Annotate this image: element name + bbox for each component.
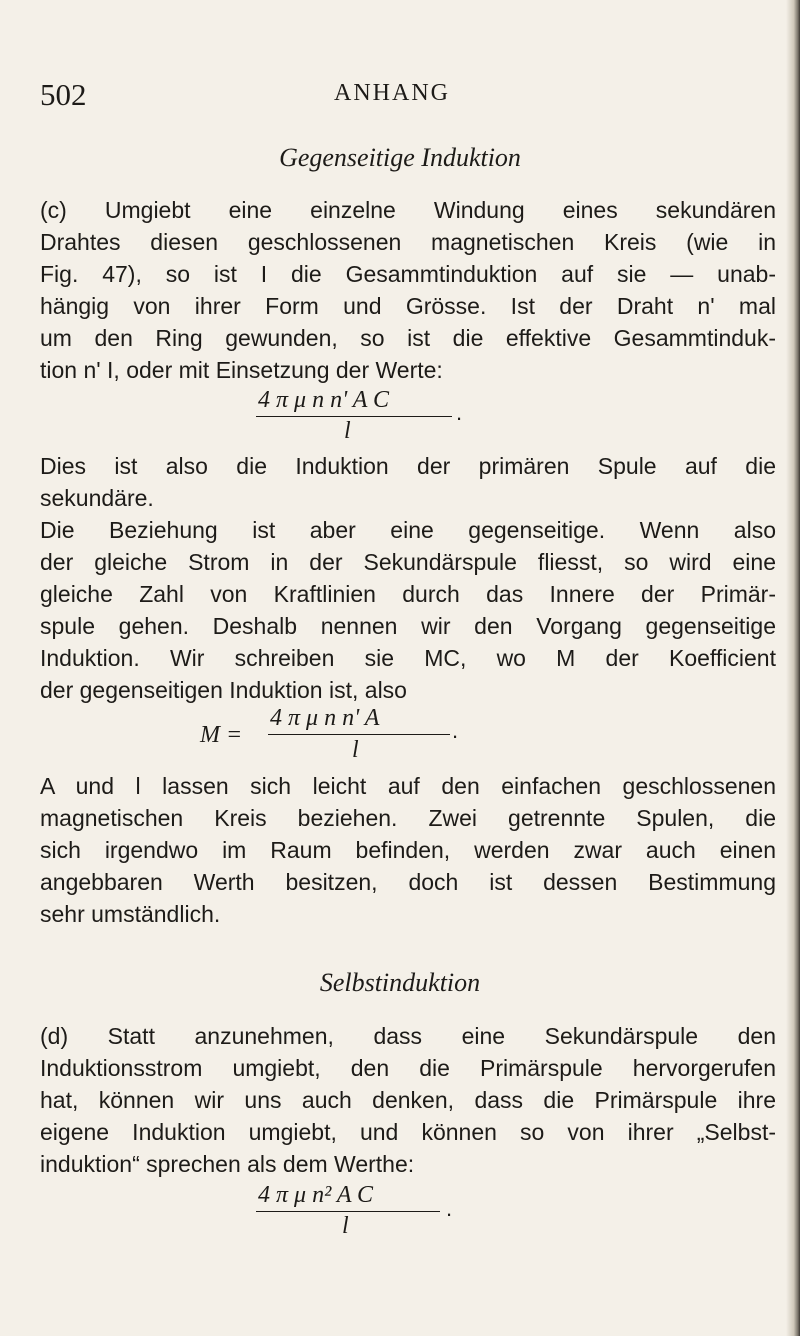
text-line: sehr umständlich. bbox=[40, 901, 221, 927]
text-line: Induktion. Wir schreiben sie MC, wo M der Koefficient bbox=[40, 645, 776, 671]
text-line: der gegenseitigen Induktion ist, also bbox=[40, 677, 407, 703]
text-line: gleiche Zahl von Kraftlinien durch das Innere der Primär- bbox=[40, 581, 776, 607]
text-line: (c) Umgiebt eine einzelne Windung eines sekundären bbox=[40, 197, 776, 223]
text-line: Die Beziehung ist aber eine gegenseitige. Wenn also bbox=[40, 517, 776, 543]
text-line: Fig. 47), so ist I die Gesammtinduktion auf sie — unab- bbox=[40, 261, 776, 287]
text-line: angebbaren Werth besitzen, doch ist dessen Bestimmung bbox=[40, 869, 776, 895]
text-line: der gleiche Strom in der Sekundärspule fliesst, so wird eine bbox=[40, 549, 776, 575]
formula-end: . bbox=[452, 718, 459, 743]
text-line: induktion“ sprechen als dem Werthe: bbox=[40, 1151, 415, 1177]
text-line: Induktionsstrom umgiebt, den die Primärspule hervorgerufen bbox=[40, 1055, 776, 1081]
formula-denominator: l bbox=[344, 418, 351, 444]
text-line: sekundäre. bbox=[40, 485, 154, 511]
text-line: hängig von ihrer Form und Grösse. Ist der Draht n' mal bbox=[40, 293, 776, 319]
fraction-bar bbox=[256, 416, 452, 417]
text-line: Dies ist also die Induktion der primären Spule auf die bbox=[40, 453, 776, 479]
formula-denominator: l bbox=[352, 737, 359, 763]
text-line: tion n' I, oder mit Einsetzung der Werte: bbox=[40, 357, 443, 383]
formula-lhs: M = bbox=[200, 722, 243, 748]
text-line: sich irgendwo im Raum befinden, werden zwar auch einen bbox=[40, 837, 776, 863]
section-heading-selbstinduktion: Selbstinduktion bbox=[319, 968, 481, 997]
formula-end: . bbox=[446, 1196, 453, 1221]
fraction-bar bbox=[268, 734, 450, 735]
text-line: Drahtes diesen geschlossenen magnetischen Kreis (wie in bbox=[40, 229, 776, 255]
section-heading-gegenseitige-induktion: Gegenseitige Induktion bbox=[279, 143, 521, 172]
formula-numerator: 4 π μ n² A C bbox=[258, 1182, 374, 1208]
formula-numerator: 4 π μ n n' A C bbox=[258, 387, 390, 413]
formula-numerator: 4 π μ n n' A bbox=[270, 705, 380, 731]
text-line: magnetischen Kreis beziehen. Zwei getrennte Spulen, die bbox=[40, 805, 776, 831]
page-number: 502 bbox=[40, 77, 87, 112]
formula-end: . bbox=[456, 400, 463, 425]
text-line: spule gehen. Deshalb nennen wir den Vorgang gegenseitige bbox=[40, 613, 776, 639]
text-line: eigene Induktion umgiebt, und können so von ihrer „Selbst- bbox=[40, 1119, 776, 1145]
fraction-bar bbox=[256, 1211, 440, 1212]
text-line: (d) Statt anzunehmen, dass eine Sekundärspule den bbox=[40, 1023, 776, 1049]
formula-denominator: l bbox=[342, 1213, 349, 1239]
text-line: hat, können wir uns auch denken, dass die Primärspule ihre bbox=[40, 1087, 776, 1113]
text-line: A und l lassen sich leicht auf den einfachen geschlossenen bbox=[40, 773, 776, 799]
text-line: um den Ring gewunden, so ist die effektive Gesammtinduk- bbox=[40, 325, 776, 351]
running-head: ANHANG bbox=[334, 80, 450, 106]
page-edge-shadow bbox=[786, 0, 800, 1336]
